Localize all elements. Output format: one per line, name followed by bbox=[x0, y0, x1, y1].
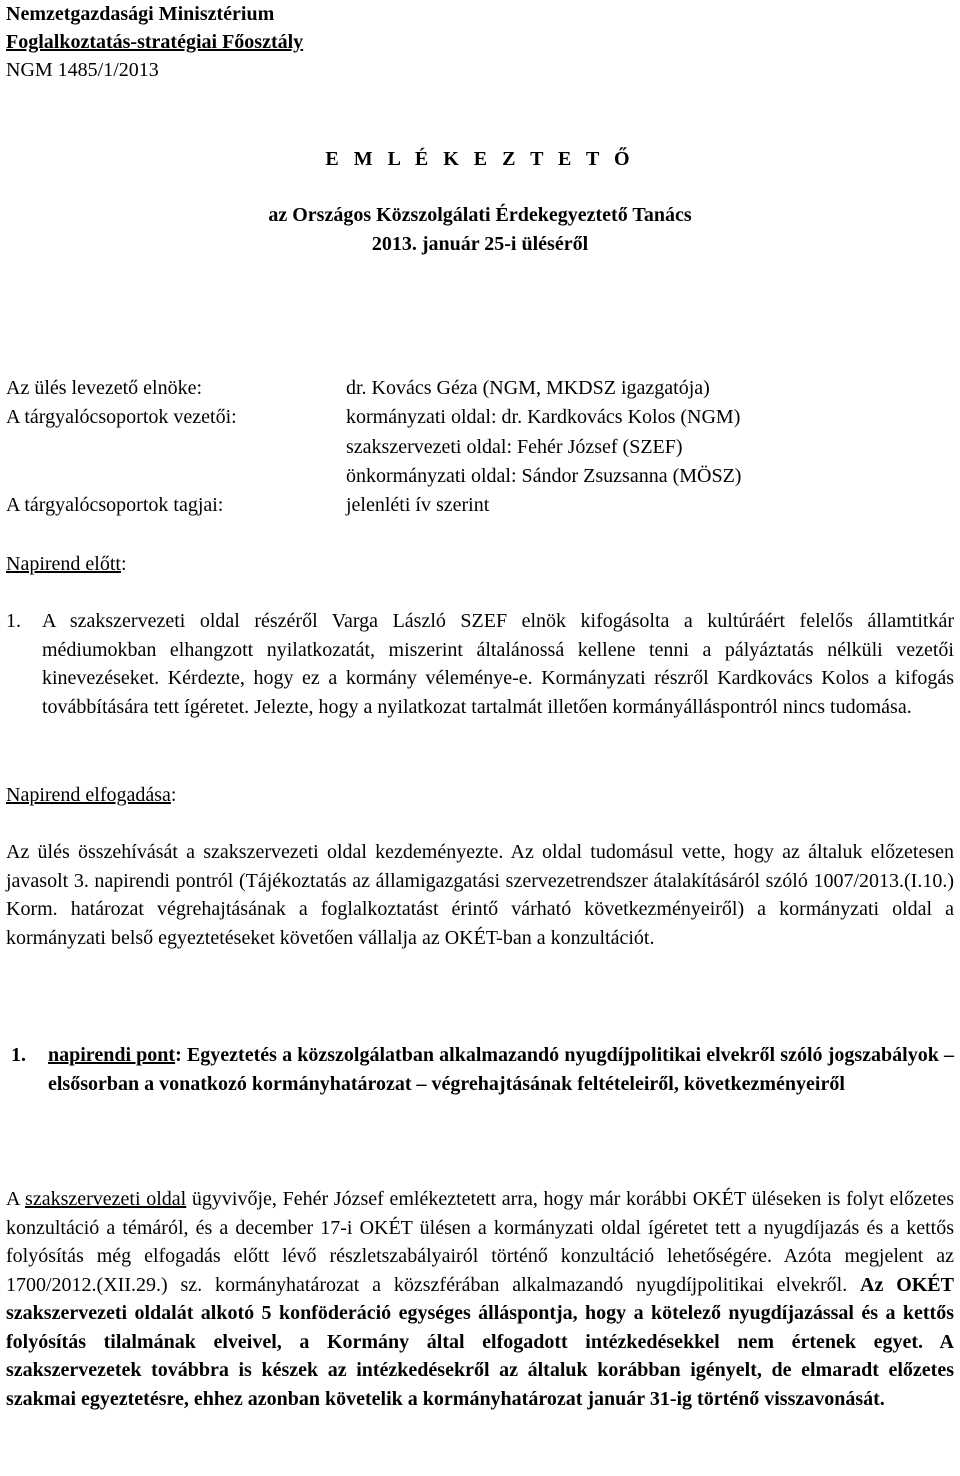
final-paragraph-side: szakszervezeti oldal bbox=[25, 1188, 187, 1210]
pre-agenda-item-number: 1. bbox=[6, 610, 21, 632]
leaders-value-2: szakszervezeti oldal: Fehér József (SZEF) bbox=[346, 436, 683, 458]
members-value: jelenléti ív szerint bbox=[346, 494, 490, 516]
agenda-item-1-title-text: Egyeztetés a közszolgálatban alkalmazandó nyugdíjpolitikai elvekről szóló jogszabályok – elsősorban a vonatkozó kormányhatározat – végrehajtásának feltételeiről, következményeiről bbox=[48, 1044, 955, 1095]
title-line-1: az Országos Közszolgálati Érdekegyeztető Tanács bbox=[268, 204, 692, 226]
document-title: E M L É K E Z T E T Ő bbox=[325, 148, 635, 170]
agenda-item-1-label: napirendi pont bbox=[48, 1044, 176, 1066]
final-paragraph-lead: A bbox=[6, 1188, 26, 1210]
final-paragraph bbox=[6, 1185, 954, 1413]
chair-label: Az ülés levezető elnöke: bbox=[6, 377, 203, 399]
ministry-name: Nemzetgazdasági Minisztérium bbox=[6, 3, 275, 25]
title-line-2: 2013. január 25-i üléséről bbox=[371, 233, 589, 255]
final-paragraph-body: ügyvivője, Fehér József emlékeztetett arra, hogy már korábbi OKÉT üléseken is folyt előzetes konzultáció a témáról, és a december 17-i OKÉT ülésen a kormányzati oldal ígéretet tett a nyugdíjazás és a kettős folyósítás még elfogadás előtt lévő részletszabályairól történő konzultáció lehetőségére. Azóta megjelent az 1700/2012.(XII.29.) sz. kormányhatározat a közszférában alkalmazandó nyugdíjpolitikai elvekről. bbox=[6, 1188, 954, 1296]
department-name: Foglalkoztatás-stratégiai Főosztály bbox=[6, 31, 304, 53]
final-paragraph-bold: Az OKÉT szakszervezeti oldalát alkotó 5 konföderáció egységes álláspontja, hogy a kötelező nyugdíjazással és a kettős folyósítás tilalmának elveivel, a Kormány által elfogadott intézkedésekkel nem értenek egyet. A szakszervezetek továbbra is készek az intézkedésekről az általuk korábban igényelt, de elmaradt előzetes szakmai egyeztetésre, ehhez azonban követelik a kormányhatározat január 31-ig történő visszavonását. bbox=[6, 1273, 954, 1410]
agenda-item-1-number: 1. bbox=[11, 1044, 26, 1066]
agenda-acceptance-heading-colon: : bbox=[170, 784, 177, 806]
reference-number: NGM 1485/1/2013 bbox=[6, 59, 159, 81]
pre-agenda-heading-colon: : bbox=[120, 553, 127, 575]
members-label: A tárgyalócsoportok tagjai: bbox=[6, 494, 224, 516]
agenda-item-1-colon: : bbox=[175, 1044, 182, 1066]
pre-agenda-heading-text: Napirend előtt bbox=[6, 553, 121, 575]
agenda-acceptance-heading bbox=[6, 781, 176, 810]
agenda-acceptance-text: Az ülés összehívását a szakszervezeti oldal kezdeményezte. Az oldal tudomásul vette, hogy az általuk előzetesen javasolt 3. napirendi pontról (Tájékoztatás az államigazgatási szervezetrendszer átalakításáról szóló 1007/2013.(I.10.) Korm. határozat végrehajtásának a foglalkoztatást érintő várható következményeiről) a kormányzati oldal a kormányzati belső egyeztetéseket követően vállalja az OKÉT-ban a konzultációt. bbox=[6, 841, 954, 949]
chair-value: dr. Kovács Géza (NGM, MKDSZ igazgatója) bbox=[346, 377, 710, 399]
leaders-value-3: önkormányzati oldal: Sándor Zsuzsanna (MÖSZ) bbox=[346, 465, 742, 487]
leaders-value-1: kormányzati oldal: dr. Kardkovács Kolos (NGM) bbox=[346, 406, 741, 428]
agenda-acceptance-heading-text: Napirend elfogadása bbox=[6, 784, 171, 806]
leaders-label: A tárgyalócsoportok vezetői: bbox=[6, 406, 237, 428]
agenda-item-1-title bbox=[48, 1041, 954, 1098]
pre-agenda-item-text: A szakszervezeti oldal részéről Varga László SZEF elnök kifogásolta a kultúráért felelős államtitkár médiumokban elhangzott nyilatkozatát, miszerint általánossá kellene tenni a pályáztatás nélküli vezetői kinevezéseket. Kérdezte, hogy ez a kormány véleménye-e. Kormányzati részről Kardkovács Kolos a kifogás továbbítására tett ígéretet. Jelezte, hogy a nyilatkozat tartalmát illetően kormányálláspontról nincs tudomása. bbox=[42, 610, 954, 718]
pre-agenda-heading bbox=[6, 550, 127, 579]
